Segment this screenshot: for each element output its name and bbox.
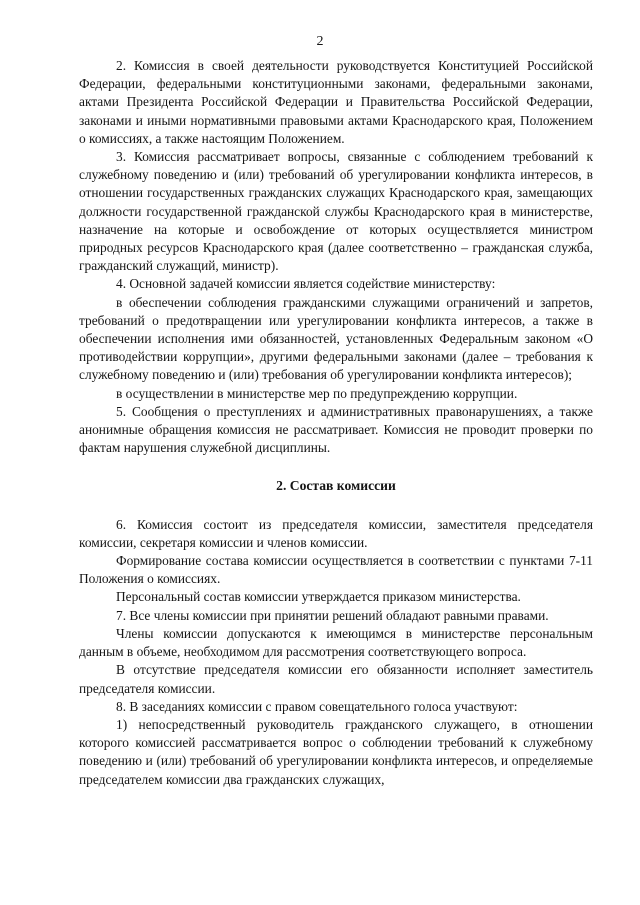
- paragraph-8: 8. В заседаниях комиссии с правом совещательного голоса участвуют:: [116, 698, 518, 714]
- paragraph-6-formation: Формирование состава комиссии осуществляется в соответствии с пунктами 7-11 Положения о комиссиях.: [79, 553, 593, 587]
- paragraph-4: 4. Основной задачей комиссии является содействие министерству:: [116, 276, 496, 292]
- paragraph-7: 7. Все члены комиссии при принятии решений обладают равными правами.: [116, 607, 549, 623]
- paragraph-3: 3. Комиссия рассматривает вопросы, связанные с соблюдением требований к служебному поведению и (или) требований об урегулировании конфликта интересов, в отношении государственных гражданских служащих Краснодарского края, замещающих должности государственной гражданской службы Краснодарского края в министерстве, назначение на которые и освобождение от которых осуществляется министром природных ресурсов Краснодарского края (далее соответственно – гражданская служба, гражданский служащий, министр).: [79, 149, 593, 274]
- paragraph-6-personal: Персональный состав комиссии утверждается приказом министерства.: [116, 589, 521, 605]
- paragraph-8-item-1: 1) непосредственный руководитель гражданского служащего, в отношении которого комиссией рассматривается вопрос о соблюдении требований к служебному поведению и (или) требований об урегулировании конфликта интересов, и определяемые председателем комиссии два гражданских служащих,: [79, 716, 593, 787]
- paragraph-4-item-1: в обеспечении соблюдения гражданскими служащими ограничений и запретов, требований о предотвращении или урегулировании конфликта интересов, а также в обеспечении исполнения ими обязанностей, установленных Федеральным законом «О противодействии коррупции», другими федеральными законами (далее – требования к служебному поведению и (или) требования об урегулировании конфликта интересов);: [79, 294, 593, 383]
- paragraph-7-deputy: В отсутствие председателя комиссии его обязанности исполняет заместитель председателя комиссии.: [79, 662, 593, 696]
- paragraph-6: 6. Комиссия состоит из председателя комиссии, заместителя председателя комиссии, секретаря комиссии и членов комиссии.: [79, 516, 593, 550]
- paragraph-7-data-access: Члены комиссии допускаются к имеющимся в министерстве персональным данным в объеме, необходимом для рассмотрения соответствующего вопроса.: [79, 625, 593, 660]
- page-number: 2: [316, 34, 324, 49]
- paragraph-2: 2. Комиссия в своей деятельности руководствуется Конституцией Российской Федерации, федеральными конституционными законами, федеральными законами, актами Президента Российской Федерации и Правительства Российской Федерации, законами и иными нормативными правовыми актами Краснодарского края, Положением о комиссиях, а также настоящим Положением.: [79, 58, 593, 146]
- document-body: [79, 57, 593, 789]
- section-heading: 2. Состав комиссии: [276, 478, 396, 494]
- paragraph-4-item-2: в осуществлении в министерстве мер по предупреждению коррупции.: [116, 385, 518, 401]
- paragraph-5: 5. Сообщения о преступлениях и административных правонарушениях, а также анонимные обращения комиссия не рассматривает. Комиссия не проводит проверки по фактам нарушения служебной дисциплины.: [79, 403, 593, 456]
